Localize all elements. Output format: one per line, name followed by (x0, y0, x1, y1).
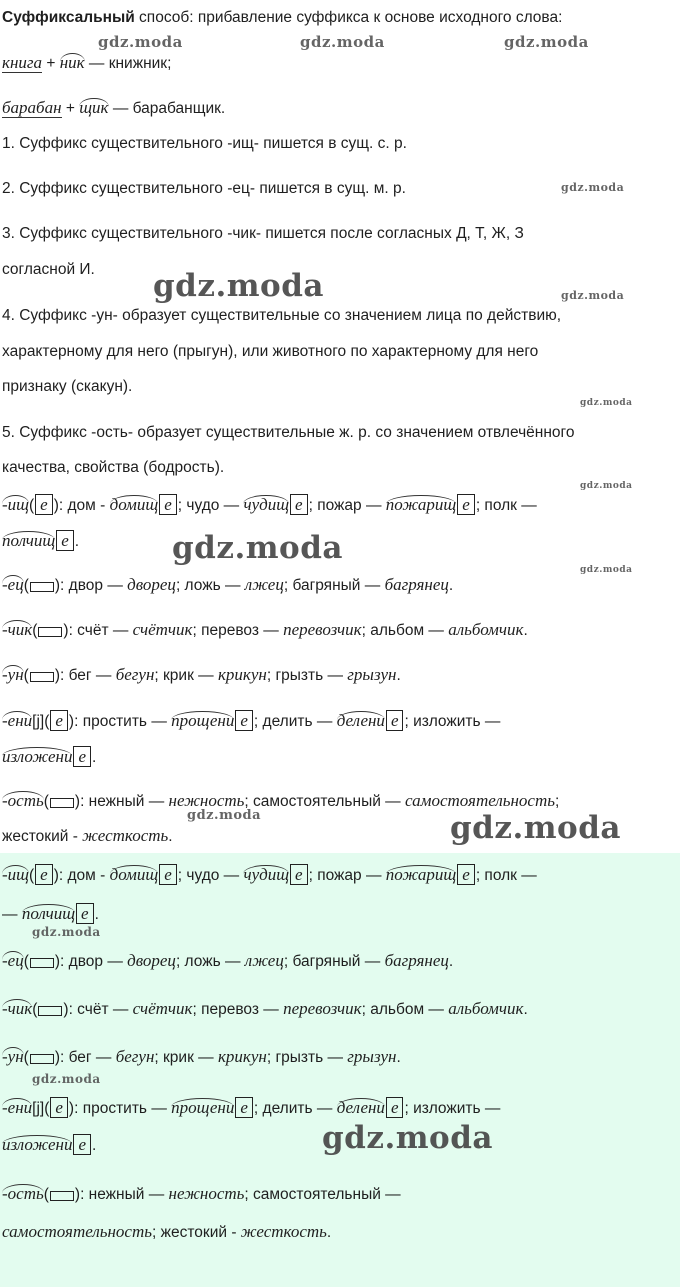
example-root: книга (2, 53, 43, 72)
ets-line: -ец( ): двор — дворец; ложь — лжец; багряный — багрянец. (2, 951, 454, 970)
suffix-mark: -чик (2, 999, 33, 1018)
word: прощени (171, 711, 235, 730)
ending-box: е (457, 864, 475, 885)
text: [j] (32, 1100, 45, 1117)
word: чудищ (243, 865, 290, 884)
ending-box: е (235, 710, 253, 731)
suffix-mark: -чик (2, 620, 33, 639)
watermark: gdz.moda (580, 481, 633, 491)
text: ; грызть — (266, 667, 348, 684)
rule-line: качества, свойства (бодрость). (2, 459, 225, 476)
ost-line-cont (2, 1222, 678, 1243)
word: дворец (127, 575, 176, 594)
text: . (523, 622, 528, 639)
word: домищ (109, 495, 159, 514)
text: ): бег — (54, 1049, 116, 1066)
word: изложени (2, 1135, 73, 1154)
isch-line: -ищ( е ): дом - домищ е ; чудо — чудищ е ; пожар — пожарищ е ; полк — (2, 495, 537, 514)
word: багрянец (384, 951, 449, 970)
text: ; пожар — (308, 497, 386, 514)
eni-line: -ени[j]( е ): простить — прощени е ; делить — делени е ; изложить — (2, 1098, 501, 1117)
plus-sign: + (61, 100, 80, 117)
text: . (74, 533, 80, 550)
text: ): нежный — (74, 793, 169, 810)
word: изложени (2, 747, 73, 766)
word: лжец (244, 575, 284, 594)
text: ; перевоз — (192, 1001, 284, 1018)
text: ): простить — (68, 713, 172, 730)
word: самостоятельность (404, 791, 555, 810)
text: ): дом - (53, 497, 110, 514)
watermark: gdz.moda (561, 181, 625, 194)
text: ): нежный — (74, 1186, 169, 1203)
text: ; полк — (475, 867, 537, 884)
text: ; крик — (154, 667, 218, 684)
text: ; чудо — (177, 867, 244, 884)
rule-line: характерному для него (прыгун), или животного по характерному для него (2, 343, 539, 360)
ending-box: е (386, 710, 404, 731)
isch-line-cont: — полчищ е . (2, 904, 99, 923)
suffix-mark: -ищ (2, 495, 29, 514)
suffix-mark: -ун (2, 665, 24, 684)
text: ; чудо — (177, 497, 244, 514)
ending-box: е (35, 494, 53, 515)
ending-box: е (56, 530, 74, 551)
word: нежность (168, 791, 245, 810)
un-line: -ун( ): бег — бегун; крик — крикун; грызть — грызун. (2, 665, 401, 684)
rule-line: 1. Суффикс существительного -ищ- пишется в сущ. с. р. (2, 135, 407, 152)
rule-line: признаку (скакун). (2, 378, 133, 395)
rule-line: 4. Суффикс -ун- образует существительные со значением лица по действию, (2, 307, 562, 324)
word: перевозчик (283, 999, 362, 1018)
ending-box: е (73, 1134, 91, 1155)
word: делени (336, 1098, 385, 1117)
ending-box: е (73, 746, 91, 767)
text: ; самостоятельный — (244, 1186, 401, 1203)
watermark: gdz.moda (450, 810, 621, 846)
text: . (396, 667, 401, 684)
isch-line: -ищ( е ): дом - домищ е ; чудо — чудищ е ; пожар — пожарищ е ; полк — (2, 865, 537, 884)
text: ): двор — (54, 953, 128, 970)
text: ; багряный — (283, 953, 385, 970)
text: ; багряный — (283, 577, 385, 594)
empty-ending-box (38, 627, 62, 637)
empty-ending-box (30, 582, 54, 592)
example-suffix: ник (59, 53, 85, 72)
suffix-mark: -ость (2, 1184, 44, 1203)
word: чудищ (243, 495, 290, 514)
plus-sign: + (42, 55, 60, 72)
text: . (92, 749, 97, 766)
watermark: gdz.moda (322, 1120, 493, 1156)
word: полчищ (21, 904, 76, 923)
watermark: gdz.moda (504, 33, 589, 51)
ending-box: е (35, 864, 53, 885)
suffix-mark: -ени (2, 711, 33, 730)
ending-box: е (235, 1097, 253, 1118)
example-suffix: щик (79, 98, 109, 117)
un-line: -ун( ): бег — бегун; крик — крикун; грызть — грызун. (2, 1047, 401, 1066)
rule-line: 5. Суффикс -ость- образует существительные ж. р. со значением отвлечённого (2, 424, 575, 441)
chik-line: -чик( ): счёт — счётчик; перевоз — перевозчик; альбом — альбомчик. (2, 999, 528, 1018)
word: жесткость (240, 1222, 327, 1241)
empty-ending-box (30, 958, 54, 968)
empty-ending-box (30, 1054, 54, 1064)
watermark: gdz.moda (98, 33, 183, 51)
text: ; ложь — (175, 577, 245, 594)
ending-box: е (159, 864, 177, 885)
text: . (94, 906, 99, 923)
suffix-mark: -ец (2, 951, 24, 970)
ending-box: е (159, 494, 177, 515)
text: ; (554, 793, 560, 810)
text: жестокий - (160, 1224, 241, 1241)
text: ; делить — (253, 1100, 337, 1117)
text: ; делить — (253, 713, 337, 730)
text: . (326, 1224, 332, 1241)
text: . (448, 577, 454, 594)
watermark: gdz.moda (300, 33, 385, 51)
text: жестокий - (2, 828, 83, 845)
word: жесткость (82, 826, 169, 845)
text: ): счёт — (63, 622, 133, 639)
example-result: — книжник; (84, 55, 172, 72)
ost-line: -ость( ): нежный — нежность; самостоятельный — (2, 1184, 401, 1203)
suffix-mark: -ени (2, 1098, 33, 1117)
text: ; пожар — (308, 867, 386, 884)
word: самостоятельность (2, 1222, 152, 1241)
ending-box: е (290, 494, 308, 515)
word: пожарищ (385, 865, 457, 884)
word: грызун (347, 665, 397, 684)
watermark: gdz.moda (580, 398, 633, 408)
empty-ending-box (38, 1006, 62, 1016)
suffix-mark: -ость (2, 791, 44, 810)
ending-box: е (290, 864, 308, 885)
text: ; изложить — (404, 713, 501, 730)
text: ; (152, 1224, 157, 1241)
word: альбомчик (448, 620, 524, 639)
text: ; самостоятельный — (244, 793, 405, 810)
watermark: gdz.moda (561, 289, 625, 302)
text: . (168, 828, 173, 845)
intro-bold: Суффиксальный (2, 9, 135, 26)
text: ; полк — (475, 497, 537, 514)
rule-line: согласной И. (2, 261, 95, 278)
text: ; альбом — (361, 622, 449, 639)
rule-line: 3. Суффикс существительного -чик- пишется после согласных Д, Т, Ж, З (2, 225, 524, 242)
suffix-mark: -ищ (2, 865, 29, 884)
example-root: барабан (2, 98, 62, 117)
text: ; грызть — (266, 1049, 348, 1066)
text: . (448, 953, 454, 970)
intro-line (2, 8, 678, 28)
watermark: gdz.moda (172, 530, 343, 566)
watermark: gdz.moda (580, 565, 633, 575)
watermark: gdz.moda (187, 808, 262, 823)
text: . (523, 1001, 528, 1018)
word: перевозчик (283, 620, 362, 639)
example-result: — барабанщик. (108, 100, 226, 117)
example-line (2, 98, 678, 119)
word: счётчик (132, 620, 193, 639)
isch-line-cont (2, 530, 678, 552)
text: ): бег — (54, 667, 116, 684)
rule-line: 2. Суффикс существительного -ец- пишется в сущ. м. р. (2, 180, 406, 197)
word: бегун (115, 665, 155, 684)
word: прощени (171, 1098, 235, 1117)
example-line (2, 53, 678, 74)
ost-line-cont (2, 826, 678, 847)
suffix-mark: -ун (2, 1047, 24, 1066)
watermark: gdz.moda (153, 268, 324, 304)
word: счётчик (132, 999, 193, 1018)
word: домищ (109, 865, 159, 884)
word: делени (336, 711, 385, 730)
ost-line: -ость( ): нежный — нежность; самостоятельный — самостоятельность; (2, 791, 560, 810)
word: крикун (217, 1047, 267, 1066)
word: нежность (168, 1184, 245, 1203)
watermark: gdz.moda (32, 1072, 101, 1086)
ending-box: е (457, 494, 475, 515)
text: [j] (32, 713, 45, 730)
word: пожарищ (385, 495, 457, 514)
text: . (396, 1049, 401, 1066)
text: ; крик — (154, 1049, 218, 1066)
text: ): простить — (68, 1100, 172, 1117)
word: полчищ (2, 531, 56, 550)
text: ): дом - (53, 867, 110, 884)
text: ; альбом — (361, 1001, 449, 1018)
text: ; перевоз — (192, 622, 284, 639)
ets-line: -ец( ): двор — дворец; ложь — лжец; багряный — багрянец. (2, 575, 454, 594)
empty-ending-box (50, 798, 74, 808)
ending-box: е (76, 903, 94, 924)
watermark: gdz.moda (32, 925, 101, 939)
text: ; ложь — (175, 953, 245, 970)
ending-box: е (386, 1097, 404, 1118)
empty-ending-box (50, 1191, 74, 1201)
empty-ending-box (30, 672, 54, 682)
chik-line: -чик( ): счёт — счётчик; перевоз — перевозчик; альбом — альбомчик. (2, 620, 528, 639)
text: . (92, 1137, 97, 1154)
eni-line: -ени[j]( е ): простить — прощени е ; делить — делени е ; изложить — (2, 711, 501, 730)
intro-text: способ: прибавление суффикса к основе исходного слова: (134, 9, 563, 26)
word: лжец (244, 951, 284, 970)
text: ): двор — (54, 577, 128, 594)
word: дворец (127, 951, 176, 970)
eni-line-cont (2, 746, 678, 768)
text: ): счёт — (63, 1001, 133, 1018)
eni-line-cont (2, 1134, 678, 1156)
ending-box: е (50, 710, 68, 731)
suffix-mark: -ец (2, 575, 24, 594)
ending-box: е (50, 1097, 68, 1118)
word: грызун (347, 1047, 397, 1066)
word: багрянец (384, 575, 449, 594)
word: крикун (217, 665, 267, 684)
text: ; изложить — (404, 1100, 501, 1117)
word: бегун (115, 1047, 155, 1066)
word: альбомчик (448, 999, 524, 1018)
